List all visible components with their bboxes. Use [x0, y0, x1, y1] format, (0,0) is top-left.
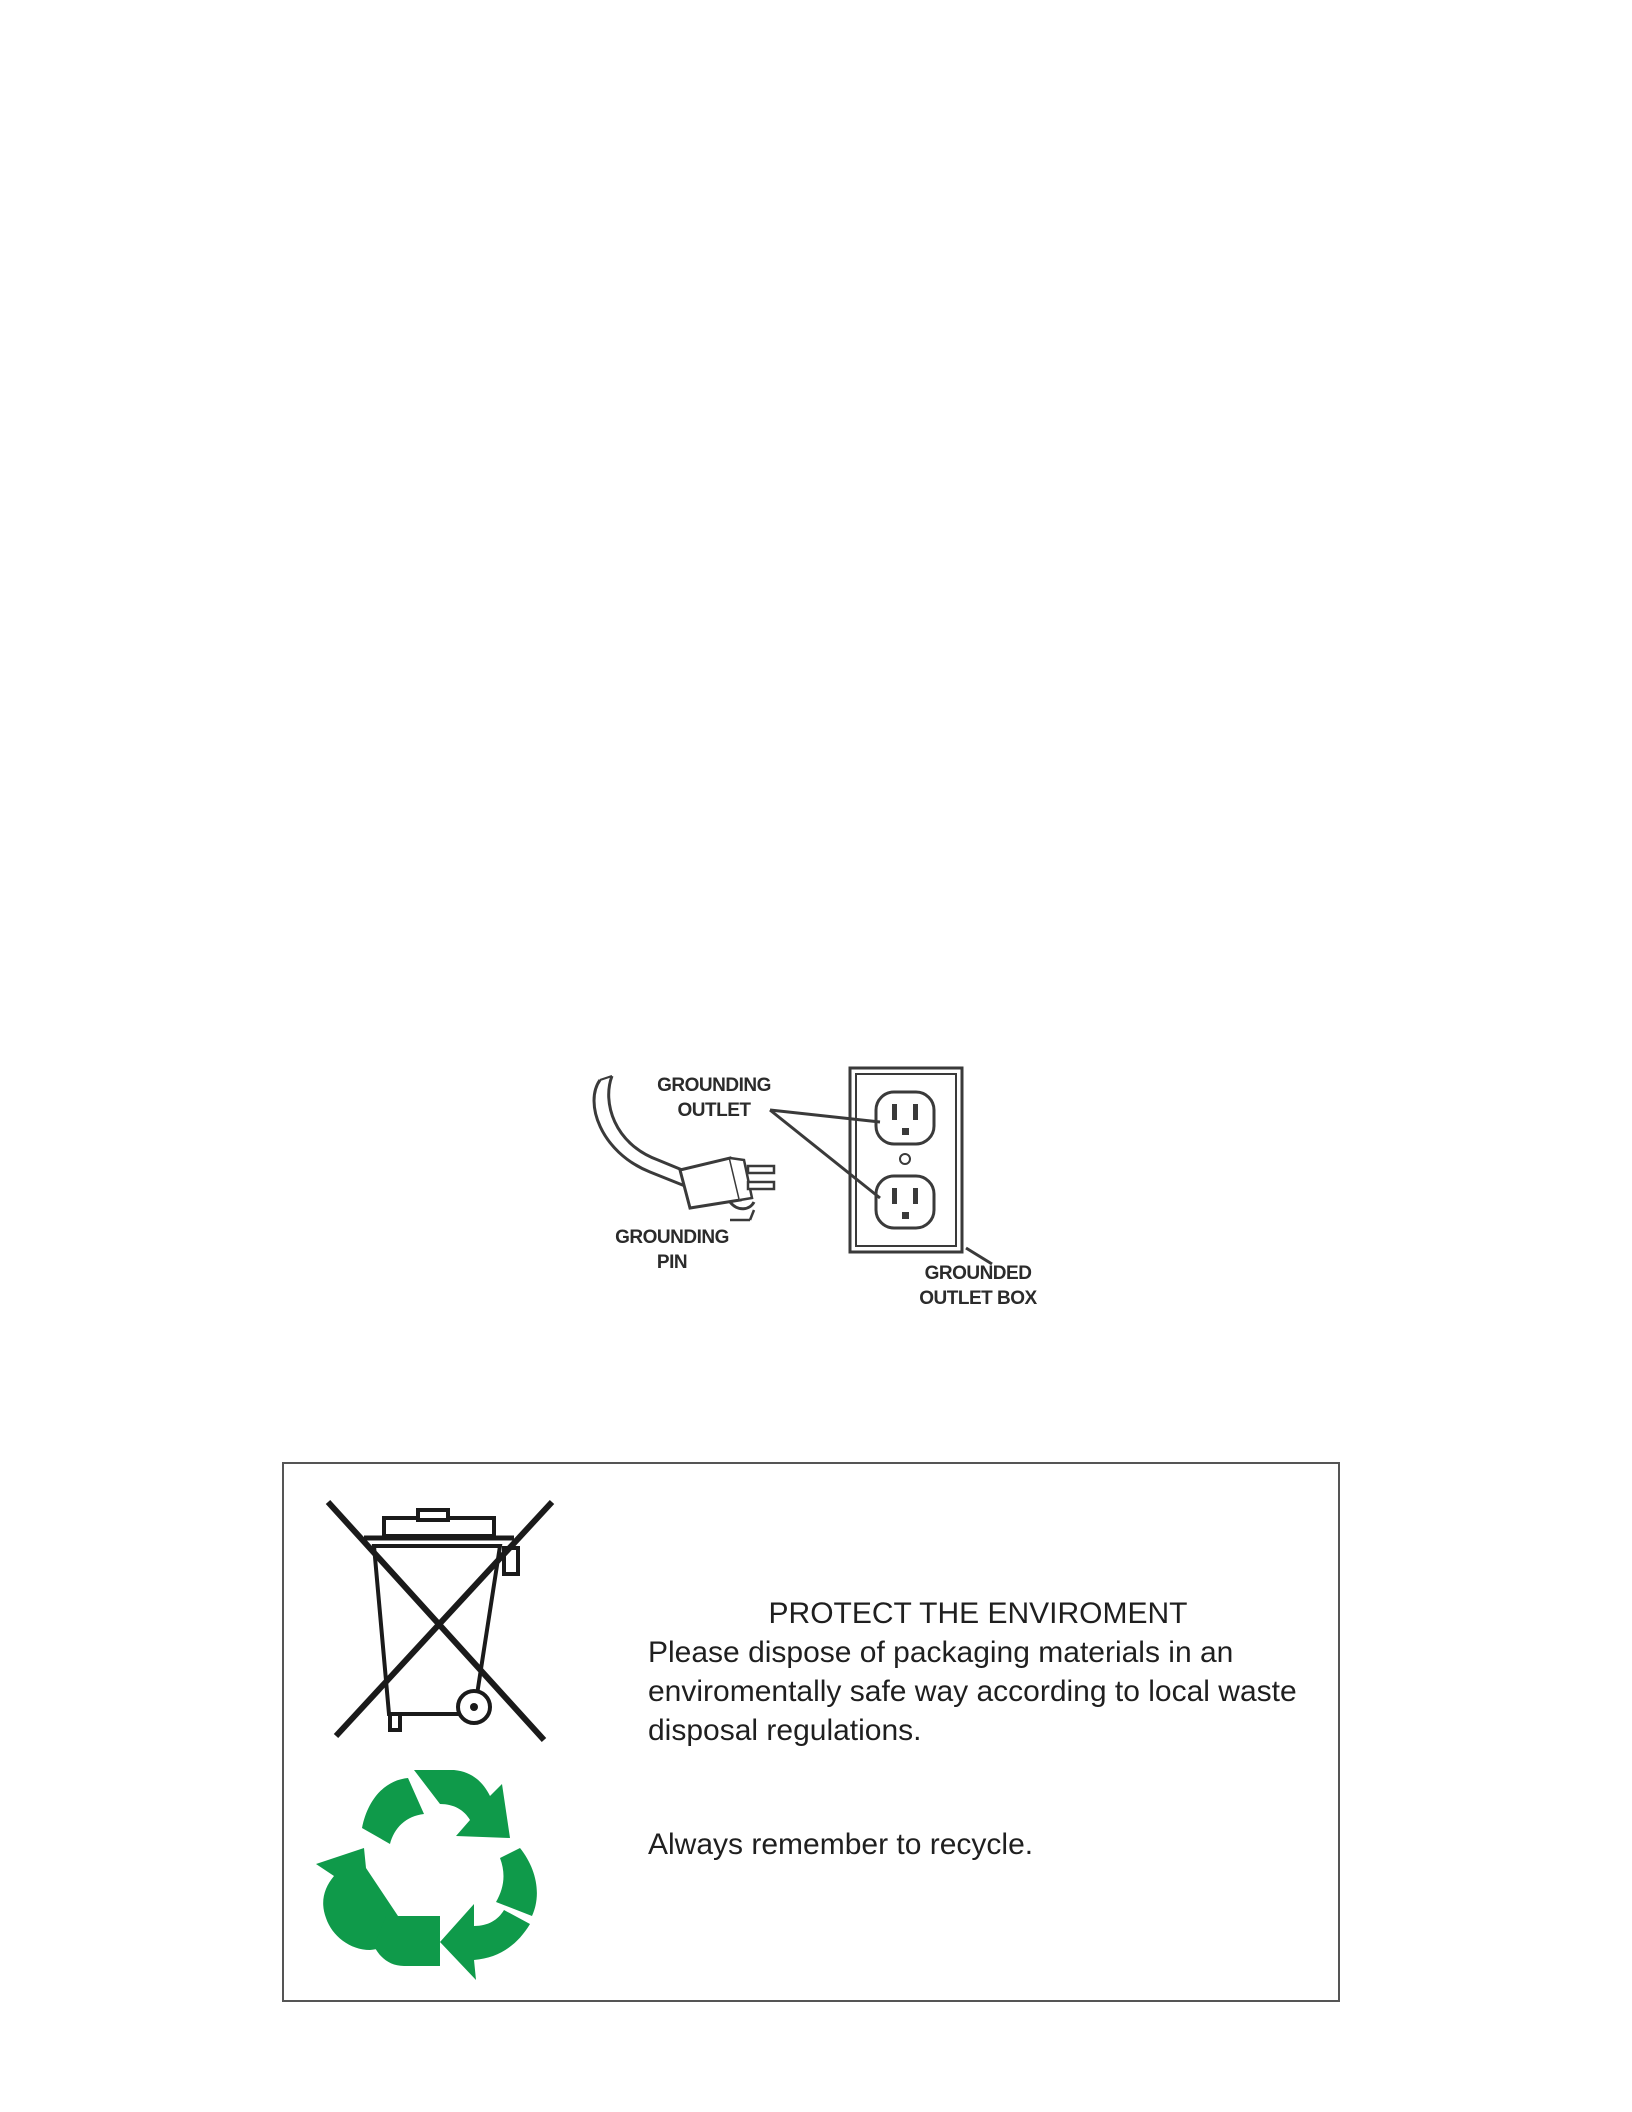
grounding-diagram [580, 1062, 1060, 1332]
plug-body [680, 1158, 740, 1208]
environment-notice-text [648, 1594, 1308, 1750]
grounded-outlet-box-label-line1: GROUNDED [924, 1263, 1032, 1284]
grounded-outlet-box-label-line2: OUTLET BOX [919, 1288, 1037, 1309]
grounding-outlet-label-line2: OUTLET [677, 1100, 751, 1121]
environment-notice-box [282, 1462, 1340, 2002]
grounding-pin-label-line1: GROUNDING [615, 1227, 729, 1248]
receptacle-lower [876, 1176, 934, 1228]
plug-prong-bottom [748, 1182, 774, 1189]
notice-heading: PROTECT THE ENVIROMENT [768, 1597, 1188, 1630]
grounding-outlet-label-line1: GROUNDING [657, 1075, 771, 1096]
notice-body: Please dispose of packaging materials in an enviromentally safe way according to local waste disposal regulations. [648, 1636, 1297, 1747]
crossed-out-wheelie-bin-icon [304, 1496, 564, 1756]
grounding-outlet-label [634, 1073, 794, 1123]
receptacle-upper [876, 1092, 934, 1144]
recycle-reminder: Always remember to recycle. [648, 1828, 1034, 1861]
grounding-pin [730, 1202, 754, 1209]
grounding-pin-label [592, 1225, 752, 1275]
plug-prong-top [748, 1166, 774, 1173]
grounding-pin-label-line2: PIN [656, 1252, 688, 1273]
recycle-arrows-icon [314, 1754, 554, 1984]
grounded-outlet-box-label [898, 1261, 1058, 1311]
outlet-screw [900, 1154, 910, 1164]
